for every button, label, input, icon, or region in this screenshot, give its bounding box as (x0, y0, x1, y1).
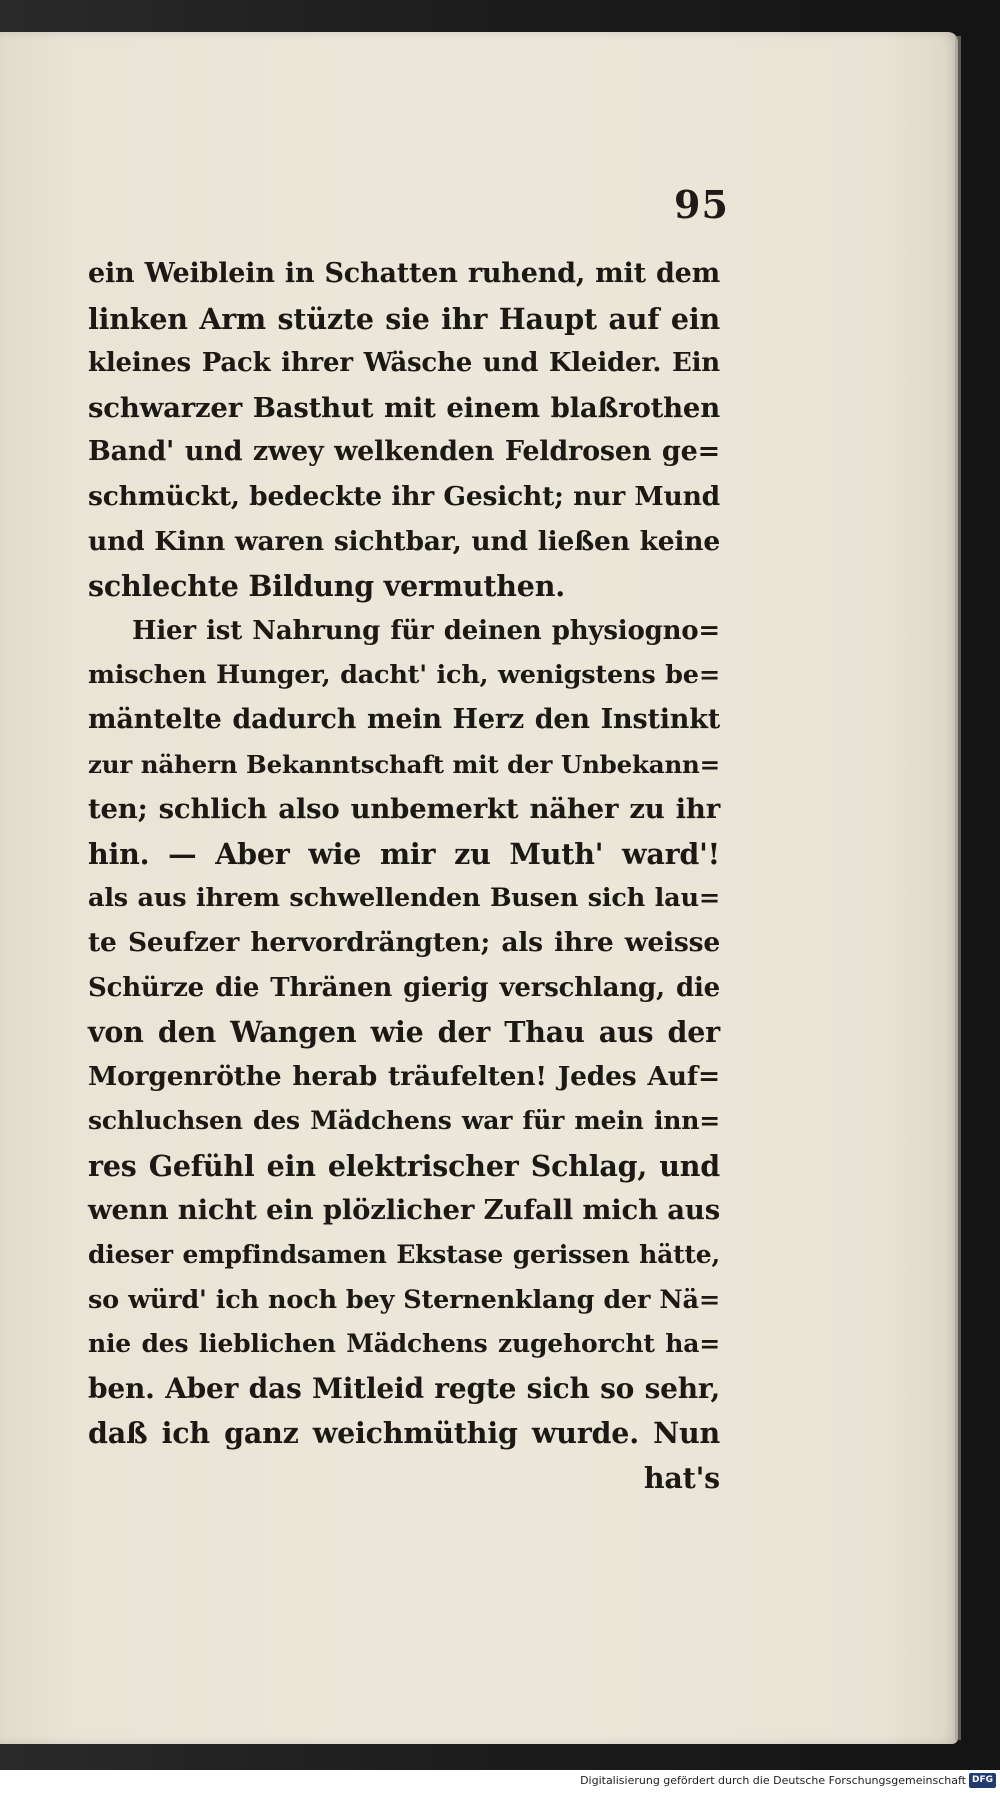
text-line: Hier ist Nahrung für deinen physiogno= (132, 615, 720, 646)
text-line: wenn nicht ein plözlicher Zufall mich aus (88, 1194, 720, 1227)
page-edge (955, 36, 961, 1740)
text-line: schluchsen des Mädchens war für mein inn= (88, 1106, 720, 1136)
text-line: schmückt, bedeckte ihr Gesicht; nur Mund (88, 480, 720, 512)
text-line: ten; schlich also unbemerkt näher zu ihr (88, 793, 720, 826)
text-line: als aus ihrem schwellenden Busen sich lau= (88, 883, 720, 914)
page-number: 95 (674, 182, 729, 227)
text-line: ben. Aber das Mitleid regte sich so sehr, (88, 1371, 720, 1405)
body-text (88, 252, 720, 1501)
dfg-logo: DFG (969, 1773, 996, 1788)
text-line: mischen Hunger, dacht' ich, wenigstens be= (88, 660, 720, 691)
text-line: schlechte Bildung vermuthen. (88, 569, 565, 604)
text-line: Schürze die Thränen gierig verschlang, die (88, 972, 720, 1003)
text-line: linken Arm stüzte sie ihr Haupt auf ein (88, 301, 720, 336)
text-line: Morgenröthe herab träufelten! Jedes Auf= (88, 1060, 720, 1092)
catchword: hat's (643, 1461, 720, 1496)
text-line: so würd' ich noch bey Sternenklang der Nä= (88, 1284, 720, 1315)
text-line: Band' und zwey welkenden Feldrosen ge= (88, 436, 720, 468)
text-line: dieser empfindsamen Ekstase gerissen hätte, (88, 1240, 720, 1270)
text-line: hin. — Aber wie mir zu Muth' ward'! (88, 836, 720, 871)
text-line: und Kinn waren sichtbar, und ließen keine (88, 525, 720, 557)
text-line: von den Wangen wie der Thau aus der (88, 1015, 720, 1050)
text-line: kleines Pack ihrer Wäsche und Kleider. Ein (88, 348, 720, 379)
text-line: zur nähern Bekanntschaft mit der Unbekann= (88, 749, 720, 779)
text-line: schwarzer Basthut mit einem blaßrothen (88, 391, 720, 424)
text-line: ein Weiblein in Schatten ruhend, mit dem (88, 258, 720, 289)
text-line: mäntelte dadurch mein Herz den Instinkt (88, 703, 720, 735)
text-line: daß ich ganz weichmüthig wurde. Nun (88, 1416, 720, 1451)
text-line: res Gefühl ein elektrischer Schlag, und (88, 1148, 720, 1183)
text-line: nie des lieblichen Mädchens zugehorcht ha= (88, 1329, 720, 1359)
text-line: te Seufzer hervordrängten; als ihre weisse (88, 926, 720, 958)
footer-credit: Digitalisierung gefördert durch die Deutsche Forschungsgemeinschaft (580, 1774, 966, 1787)
